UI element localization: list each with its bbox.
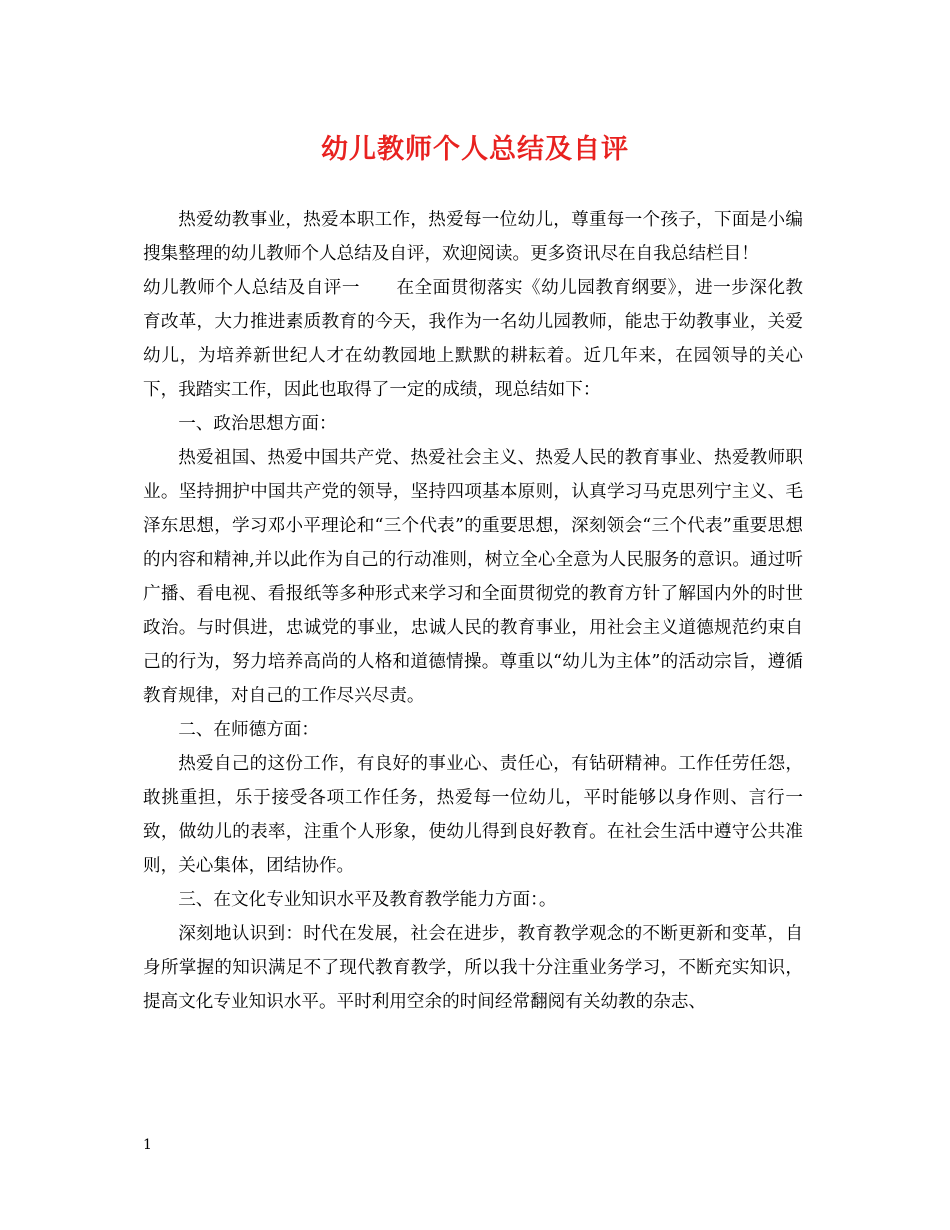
page-number: 1 [143, 1137, 152, 1153]
section-paragraph [143, 271, 803, 407]
heading-knowledge: 三、在文化专业知识水平及教育教学能力方面：。 [178, 890, 557, 910]
heading-ethics: 二、在师德方面： [178, 720, 319, 740]
document-title: 幼儿教师个人总结及自评 [321, 134, 629, 165]
section-lead-text: 在全面贯彻落实《幼儿园教育纲要》，进一步深化教育改革，大力推进素质教育的今天，我作为一名幼儿园教师，能忠于幼教事业，关爱幼儿，为培养新世纪人才在幼教园地上默默的耕耘着。近几年来，在园领导的关心下，我踏实工作，因此也取得了一定的成绩，现总结如下： [143, 278, 803, 400]
document-body [143, 203, 803, 1019]
heading-politics: 一、政治思想方面： [178, 414, 337, 434]
paragraph-politics: 热爱祖国、热爱中国共产党、热爱社会主义、热爱人民的教育事业、热爱教师职业。坚持拥护中国共产党的领导，坚持四项基本原则，认真学习马克思列宁主义、毛泽东思想，学习邓小平理论和“三个代表”的重要思想，深刻领会“三个代表”重要思想的内容和精神,并以此作为自己的行动准则，树立全心全意为人民服务的意识。通过听广播、看电视、看报纸等多种形式来学习和全面贯彻党的教育方针了解国内外的时世政治。与时俱进，忠诚党的事业，忠诚人民的教育事业，用社会主义道德规范约束自己的行为，努力培养高尚的人格和道德情操。尊重以“幼儿为主体”的活动宗旨，遵循教育规律，对自己的工作尽兴尽责。 [143, 448, 803, 706]
paragraph-ethics: 热爱自己的这份工作，有良好的事业心、责任心，有钻研精神。工作任劳任怨，敢挑重担，乐于接受各项工作任务，热爱每一位幼儿，平时能够以身作则、言行一致，做幼儿的表率，注重个人形象，使幼儿得到良好教育。在社会生活中遵守公共准则，关心集体，团结协作。 [143, 754, 803, 876]
section-heading: 幼儿教师个人总结及自评一 [143, 278, 360, 298]
intro-paragraph: 热爱幼教事业，热爱本职工作，热爱每一位幼儿，尊重每一个孩子，下面是小编搜集整理的幼儿教师个人总结及自评，欢迎阅读。更多资讯尽在自我总结栏目！ [143, 210, 803, 264]
paragraph-knowledge: 深刻地认识到：时代在发展，社会在进步，教育教学观念的不断更新和变革，自身所掌握的知识满足不了现代教育教学，所以我十分注重业务学习，不断充实知识，提高文化专业知识水平。平时利用空余的时间经常翻阅有关幼教的杂志、 [143, 924, 803, 1012]
